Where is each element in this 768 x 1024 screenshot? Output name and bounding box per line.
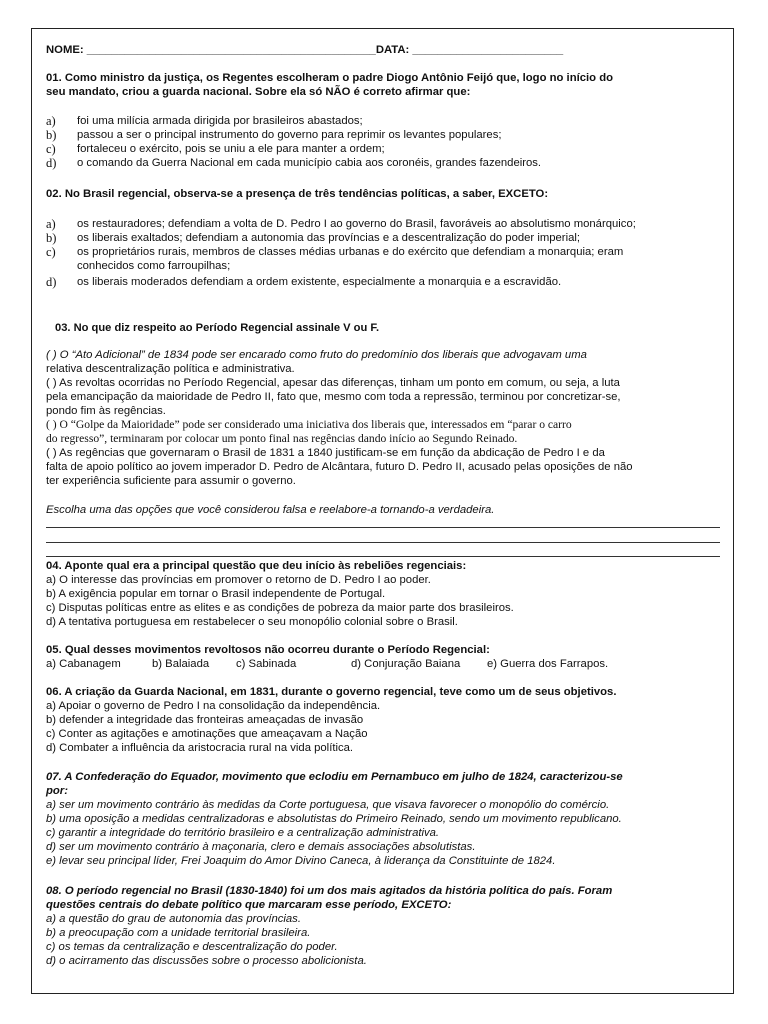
question-01-options <box>46 114 726 170</box>
option-item: d) o comando da Guerra Nacional em cada município cabia aos coronéis, grandes fazendeiros. <box>46 156 542 170</box>
statement-1: ( ) O “Ato Adicional” de 1834 pode ser encarado como fruto do predomínio dos liberais que advogavam uma <box>46 349 587 361</box>
question-06 <box>46 685 726 755</box>
header <box>46 43 726 57</box>
option-item: c) Conter as agitações e amotinações que ameaçavam a Nação <box>46 728 368 740</box>
option-item: b) a preocupação com a unidade territorial brasileira. <box>46 927 311 939</box>
option-item: c) os proprietários rurais, membros de classes médias urbanas e do exército que defendiam a monarquia; eram <box>46 245 624 259</box>
date-field-label[interactable]: DATA: ________________________ <box>375 44 564 56</box>
option-item: c) Sabinada <box>236 658 297 670</box>
option-item: d) ser um movimento contrário à maçonaria, clero e demais associações absolutistas. <box>46 841 476 853</box>
option-item: b) Balaiada <box>152 658 210 670</box>
option-item: b) uma oposição a medidas centralizadoras e absolutistas do Primeiro Reinado, sendo um movimento republicano. <box>46 813 622 825</box>
question-05 <box>46 643 726 671</box>
question-07-title: 07. A Confederação do Equador, movimento que eclodiu em Pernambuco em julho de 1824, caracterizou-se <box>46 771 623 783</box>
question-04 <box>46 559 726 629</box>
option-item: c) garantir a integridade do território brasileiro e a centralização administrativa. <box>46 827 440 839</box>
question-08-title: 08. O período regencial no Brasil (1830-1840) foi um dos mais agitados da história política do país. Foram <box>46 885 613 897</box>
answer-line[interactable] <box>46 527 720 528</box>
answer-line[interactable] <box>46 542 720 543</box>
option-item: a) foi uma milícia armada dirigida por brasileiros abastados; <box>46 114 363 128</box>
question-04-title: 04. Aponte qual era a principal questão que deu início às rebeliões regenciais: <box>46 560 467 572</box>
option-item: a) ser um movimento contrário às medidas da Corte portuguesa, que visava favorecer o monopólio do comércio. <box>46 799 610 811</box>
question-05-options <box>46 657 726 671</box>
option-item: b) A exigência popular em tornar o Brasil independente de Portugal. <box>46 588 386 600</box>
option-item: d) Combater a influência da aristocracia rural na vida política. <box>46 742 354 754</box>
option-item: d) A tentativa portuguesa em restabelecer o seu monopólio colonial sobre o Brasil. <box>46 616 458 628</box>
option-item: b) defender a integridade das fronteiras ameaçadas de invasão <box>46 714 364 726</box>
statement-2: ( ) As revoltas ocorridas no Período Regencial, apesar das diferenças, tinham um ponto em comum, ou seja, a luta <box>46 377 620 389</box>
question-02-options <box>46 217 726 289</box>
question-02-title: 02. No Brasil regencial, observa-se a presença de três tendências políticas, a saber, EXCETO: <box>46 188 549 200</box>
answer-line[interactable] <box>46 556 720 557</box>
option-item: a) os restauradores; defendiam a volta de D. Pedro I ao governo do Brasil, favoráveis ao absolutismo monárquico; <box>46 217 636 231</box>
option-item: b) passou a ser o principal instrumento do governo para reprimir os levantes populares; <box>46 128 502 142</box>
statement-4: ( ) As regências que governaram o Brasil de 1831 a 1840 justificam-se em função da abdicação de Pedro I e da <box>46 447 605 459</box>
question-03-instruction: Escolha uma das opções que você considerou falsa e reelabore-a tornando-a verdadeira. <box>46 504 495 516</box>
option-item: a) Apoiar o governo de Pedro I na consolidação da independência. <box>46 700 381 712</box>
question-01-title: 01. Como ministro da justiça, os Regentes escolheram o padre Diogo Antônio Feijó que, logo no início do seu mandato, criou a guarda nacional. Sobre ela só NÃO é correto afirmar que: <box>46 72 614 98</box>
option-item: d) os liberais moderados defendiam a ordem existente, especialmente a monarquia e a escravidão. <box>46 275 562 289</box>
statement-3: ( ) O “Golpe da Maioridade” pode ser considerado uma iniciativa dos liberais que, interessados em “parar o carro <box>46 418 572 431</box>
question-03-statements: ( ) O “Ato Adicional” de 1834 pode ser encarado como fruto do predomínio dos liberais que advogavam uma relativa descentralização política e administrativa. ( ) As revoltas ocorridas no Período Regencial, apesar das diferenças, tinham um ponto em comum, ou seja, a luta pela emancipação da maioridade de Pedro II, fato que, mesmo com toda a repressão, terminou por concretizar-se, pondo fim às regências. ( ) O “Golpe da Maioridade” pode ser considerado uma iniciativa dos liberais que, interessados em “parar o carro do regresso”, terminaram por colocar um ponto final nas regências dando início ao Segundo Reinado. ( ) As regências que governaram o Brasil de 1831 a 1840 justificam-se em função da abdicação de Pedro I e da falta de apoio político ao jovem imperador D. Pedro de Alcântara, futuro D. Pedro II, acusado pelas oposições de não ter experiência suficiente para assumir o governo. <box>46 348 726 488</box>
question-03-title: 03. No que diz respeito ao Período Regencial assinale V ou F. <box>55 322 380 334</box>
question-08: 08. O período regencial no Brasil (1830-1840) foi um dos mais agitados da história política do país. Foram questões centrais do debate político que marcaram esse período, EXCETO: a) a questão do grau de autonomia das províncias. b) a preocupação com a unidade territorial brasileira. c) os temas da centralização e descentralização do poder. d) o acirramento das discussões sobre o processo abolicionista. <box>46 884 726 968</box>
option-item: d) Conjuração Baiana <box>351 658 461 670</box>
option-item: a) a questão do grau de autonomia das províncias. <box>46 913 301 925</box>
question-05-title: 05. Qual desses movimentos revoltosos não ocorreu durante o Período Regencial: <box>46 644 490 656</box>
option-item: e) Guerra dos Farrapos. <box>487 658 609 670</box>
option-item: b) os liberais exaltados; defendiam a autonomia das províncias e a descentralização do poder imperial; <box>46 231 581 245</box>
option-item: c) Disputas políticas entre as elites e as condições de pobreza da maior parte dos brasileiros. <box>46 602 514 614</box>
option-item: c) os temas da centralização e descentralização do poder. <box>46 941 338 953</box>
option-item: e) levar seu principal líder, Frei Joaquim do Amor Divino Caneca, à liderança da Constituinte de 1824. <box>46 855 556 867</box>
name-field-label[interactable]: NOME: ______________________________________________ <box>46 44 376 56</box>
question-07: 07. A Confederação do Equador, movimento que eclodiu em Pernambuco em julho de 1824, caracterizou-se por: a) ser um movimento contrário às medidas da Corte portuguesa, que visava favorecer o monopólio do comércio. b) uma oposição a medidas centralizadoras e absolutistas do Primeiro Reinado, sendo um movimento republicano. c) garantir a integridade do território brasileiro e a centralização administrativa. d) ser um movimento contrário à maçonaria, clero e demais associações absolutistas. e) levar seu principal líder, Frei Joaquim do Amor Divino Caneca, à liderança da Constituinte de 1824. <box>46 770 726 868</box>
option-item: a) O interesse das províncias em promover o retorno de D. Pedro I ao poder. <box>46 574 431 586</box>
option-item: d) o acirramento das discussões sobre o processo abolicionista. <box>46 955 367 967</box>
option-item: c) fortaleceu o exército, pois se uniu a ele para manter a ordem; <box>46 142 385 156</box>
option-continuation: conhecidos como farroupilhas; <box>77 260 231 272</box>
option-item: a) Cabanagem <box>46 658 121 670</box>
question-06-title: 06. A criação da Guarda Nacional, em 1831, durante o governo regencial, teve como um de seus objetivos. <box>46 686 617 698</box>
